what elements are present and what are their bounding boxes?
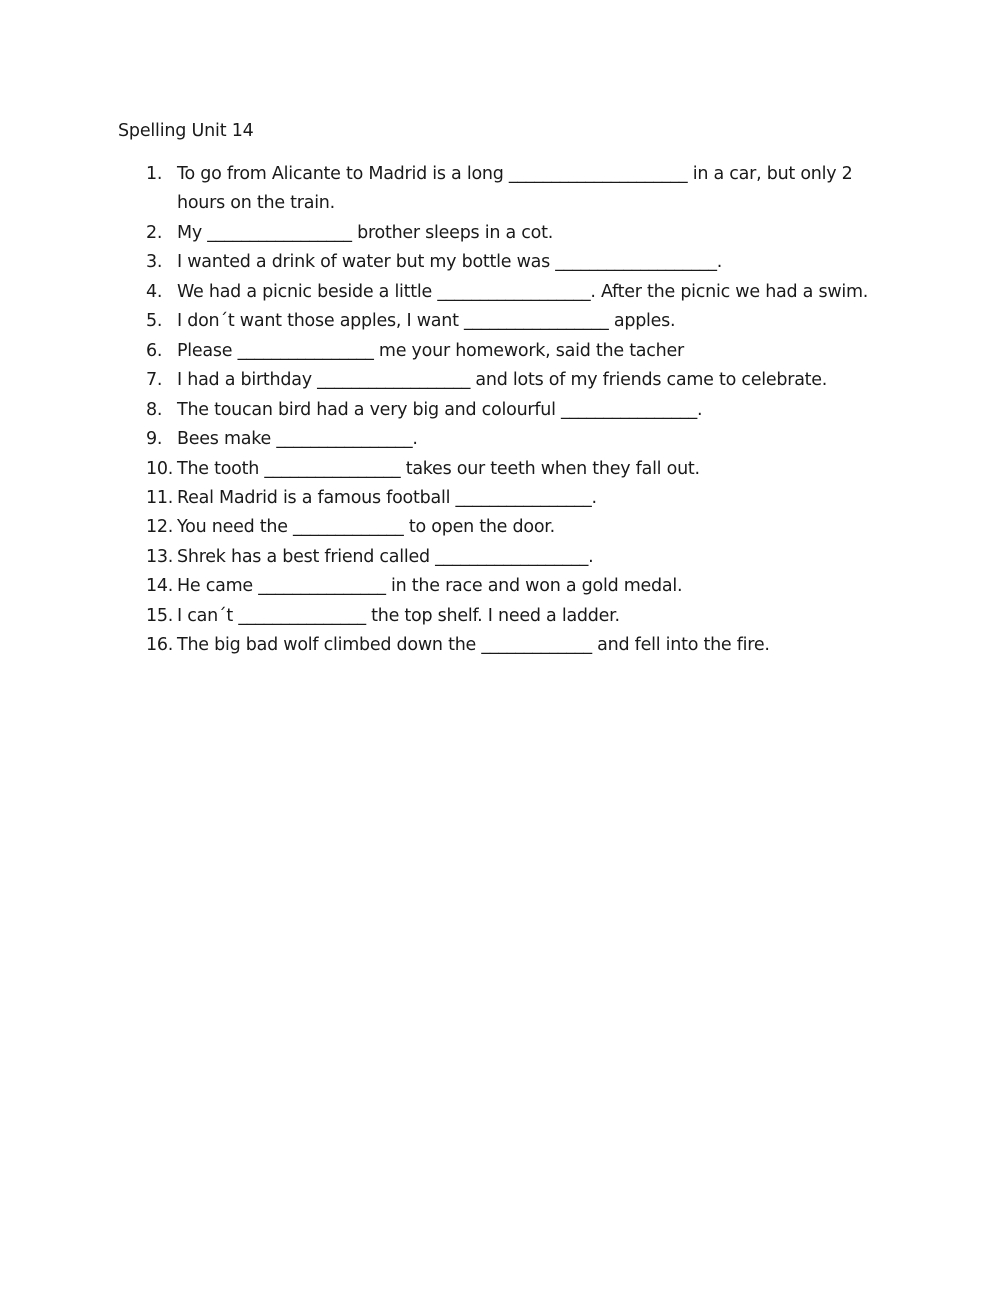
question-item: [146, 484, 886, 513]
question-item: [146, 602, 886, 631]
question-item: [146, 337, 886, 366]
question-text: Real Madrid is a famous football ________________.: [177, 487, 597, 508]
question-item: [146, 248, 886, 277]
question-number: 16.: [146, 635, 174, 656]
question-number: 15.: [146, 605, 174, 626]
question-list: [146, 160, 886, 661]
question-text: Bees make ________________.: [177, 429, 418, 450]
question-item: [146, 455, 886, 484]
question-number: 8.: [146, 399, 163, 420]
question-number: 9.: [146, 429, 163, 450]
question-text: I don´t want those apples, I want _________________ apples.: [177, 311, 676, 332]
question-text: The tooth ________________ takes our teeth when they fall out.: [177, 458, 700, 479]
question-item: [146, 219, 886, 248]
question-number: 12.: [146, 517, 174, 538]
question-item: [146, 543, 886, 572]
question-number: 2.: [146, 222, 163, 243]
question-text: I wanted a drink of water but my bottle was ___________________.: [177, 252, 723, 273]
question-item: [146, 572, 886, 601]
question-text: To go from Alicante to Madrid is a long _____________________ in a car, but only 2 hours on the train.: [177, 164, 853, 214]
question-number: 6.: [146, 340, 163, 361]
question-text: I can´t _______________ the top shelf. I need a ladder.: [177, 605, 620, 626]
question-item: [146, 513, 886, 542]
question-item: [146, 631, 886, 660]
question-item: [146, 160, 886, 219]
question-item: [146, 366, 886, 395]
question-text: The toucan bird had a very big and colourful ________________.: [177, 399, 703, 420]
question-text: We had a picnic beside a little __________________. After the picnic we had a swim.: [177, 281, 869, 302]
question-number: 7.: [146, 370, 163, 391]
question-text: My _________________ brother sleeps in a cot.: [177, 222, 554, 243]
question-text: He came _______________ in the race and won a gold medal.: [177, 576, 683, 597]
question-number: 13.: [146, 546, 174, 567]
question-text: The big bad wolf climbed down the _____________ and fell into the fire.: [177, 635, 770, 656]
question-number: 10.: [146, 458, 174, 479]
question-item: [146, 278, 886, 307]
question-text: You need the _____________ to open the door.: [177, 517, 555, 538]
question-text: I had a birthday __________________ and lots of my friends came to celebrate.: [177, 370, 828, 391]
question-number: 11.: [146, 487, 174, 508]
question-item: [146, 396, 886, 425]
question-number: 5.: [146, 311, 163, 332]
question-item: [146, 307, 886, 336]
question-number: 1.: [146, 164, 163, 184]
question-text: Please ________________ me your homework, said the tacher: [177, 340, 684, 361]
question-number: 14.: [146, 576, 174, 597]
question-number: 4.: [146, 281, 163, 302]
question-number: 3.: [146, 252, 163, 273]
worksheet-title: Spelling Unit 14: [118, 121, 254, 141]
question-text: Shrek has a best friend called __________________.: [177, 546, 594, 567]
question-item: [146, 425, 886, 454]
